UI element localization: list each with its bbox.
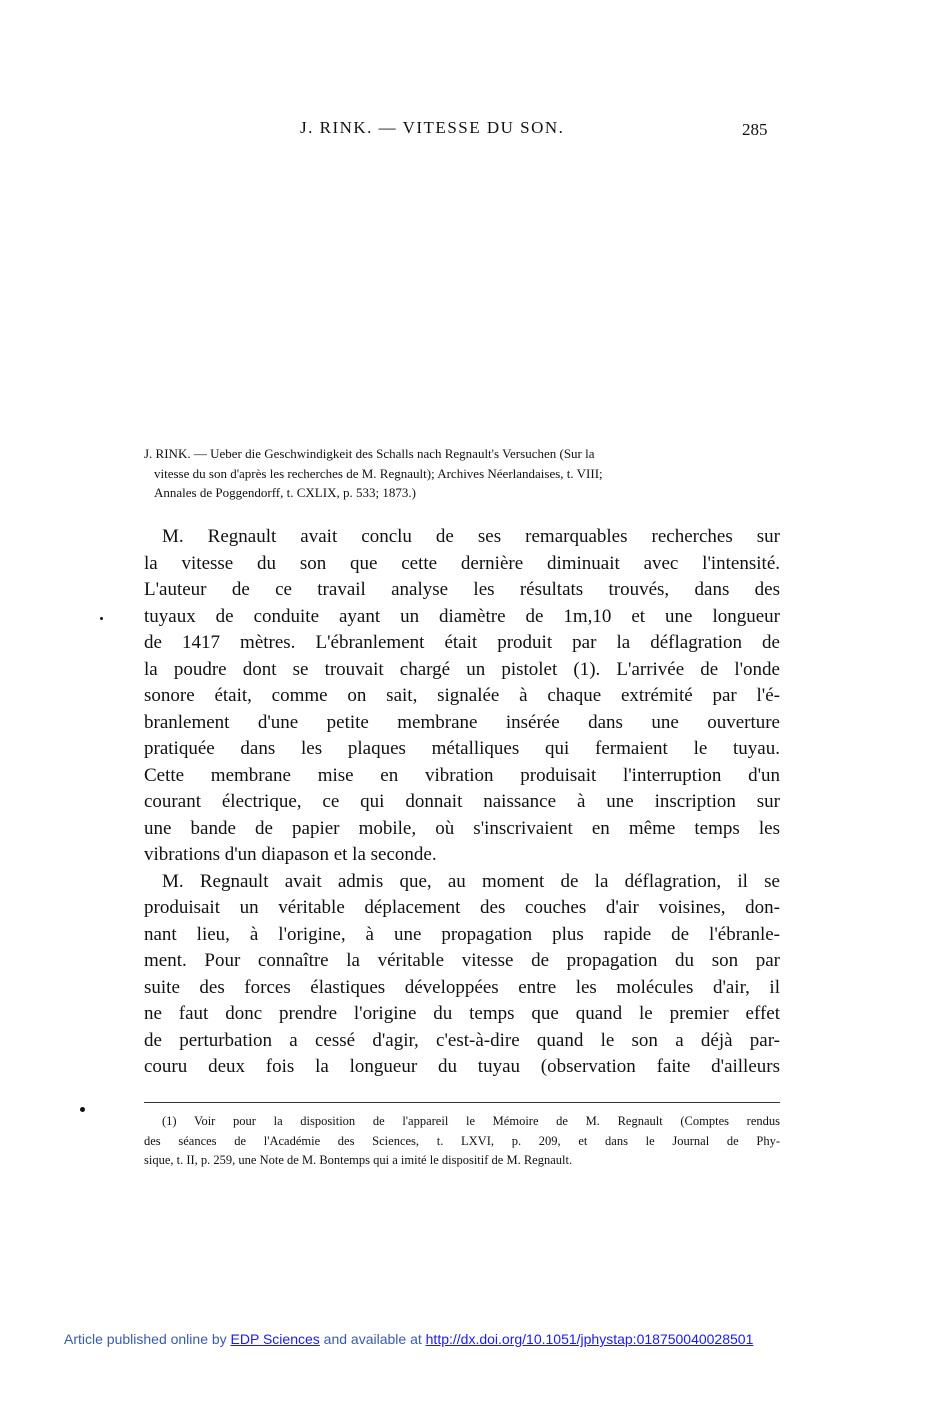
text-line: de perturbation a cessé d'agir, c'est-à-dire quand le son a déjà par-: [144, 1029, 780, 1051]
text-line: pratiquée dans les plaques métalliques qui fermaient le tuyau.: [144, 738, 780, 759]
footnote-line: sique, t. II, p. 259, une Note de M. Bontemps qui a imité le dispositif de M. Regnault.: [144, 1153, 573, 1167]
doi-link[interactable]: http://dx.doi.org/10.1051/jphystap:018750040028501: [425, 1331, 754, 1347]
margin-mark-dot: [100, 617, 103, 620]
paragraph: [144, 869, 780, 1081]
footnote-line: des séances de l'Académie des Sciences, t. LXVI, p. 209, et dans le Journal de Phy-: [144, 1133, 780, 1148]
text-line: vibrations d'un diapason et la seconde.: [144, 844, 437, 865]
text-line: nant lieu, à l'origine, à une propagation plus rapide de l'ébranle-: [144, 923, 780, 945]
text-line: courant électrique, ce qui donnait naissance à une inscription sur: [144, 791, 780, 812]
text-line: une bande de papier mobile, où s'inscrivaient en même temps les: [144, 817, 780, 839]
publisher-prefix: Article published online by: [64, 1331, 231, 1347]
text-line: la vitesse du son que cette dernière diminuait avec l'intensité.: [144, 552, 780, 574]
text-line: sonore était, comme on sait, signalée à chaque extrémité par l'é-: [144, 685, 780, 706]
paragraph: [144, 524, 780, 869]
text-line: couru deux fois la longueur du tuyau (observation faite d'ailleurs: [144, 1056, 780, 1077]
page-number: 285: [742, 120, 768, 139]
citation-line: Annales de Poggendorff, t. CXLIX, p. 533; 1873.): [154, 485, 416, 500]
citation-line: J. RINK. — Ueber die Geschwindigkeit des Schalls nach Regnault's Versuchen (Sur la: [144, 446, 595, 461]
text-line: Cette membrane mise en vibration produisait l'interruption d'un: [144, 764, 780, 786]
bibliographic-citation: [144, 444, 780, 503]
footnote-divider: [144, 1102, 780, 1103]
publisher-middle: and available at: [319, 1331, 426, 1347]
text-line: M. Regnault avait admis que, au moment de la déflagration, il se: [162, 870, 780, 892]
publisher-link[interactable]: EDP Sciences: [230, 1331, 320, 1347]
text-line: produisait un véritable déplacement des couches d'air voisines, don-: [144, 897, 780, 918]
article-body: [144, 524, 780, 1081]
running-title: J. RINK. — VITESSE DU SON.: [300, 118, 565, 137]
margin-mark-dot: [80, 1107, 85, 1112]
text-line: ment. Pour connaître la véritable vitesse de propagation du son par: [144, 950, 780, 971]
citation-line: vitesse du son d'après les recherches de M. Regnault); Archives Néerlandaises, t. VIII;: [154, 465, 603, 481]
text-line: ne faut donc prendre l'origine du temps que quand le premier effet: [144, 1003, 780, 1024]
page-header: [0, 118, 930, 148]
publisher-notice: [64, 1331, 753, 1347]
text-line: de 1417 mètres. L'ébranlement était produit par la déflagration de: [144, 632, 780, 653]
footnote-line: (1) Voir pour la disposition de l'appareil le Mémoire de M. Regnault (Comptes rendus: [162, 1114, 780, 1128]
text-line: branlement d'une petite membrane insérée dans une ouverture: [144, 711, 780, 733]
text-line: tuyaux de conduite ayant un diamètre de 1m,10 et une longueur: [144, 605, 780, 627]
text-line: L'auteur de ce travail analyse les résultats trouvés, dans des: [144, 579, 780, 600]
text-line: suite des forces élastiques développées entre les molécules d'air, il: [144, 976, 780, 998]
text-line: M. Regnault avait conclu de ses remarquables recherches sur: [162, 526, 780, 547]
text-line: la poudre dont se trouvait chargé un pistolet (1). L'arrivée de l'onde: [144, 658, 780, 680]
footnote: [144, 1112, 780, 1171]
